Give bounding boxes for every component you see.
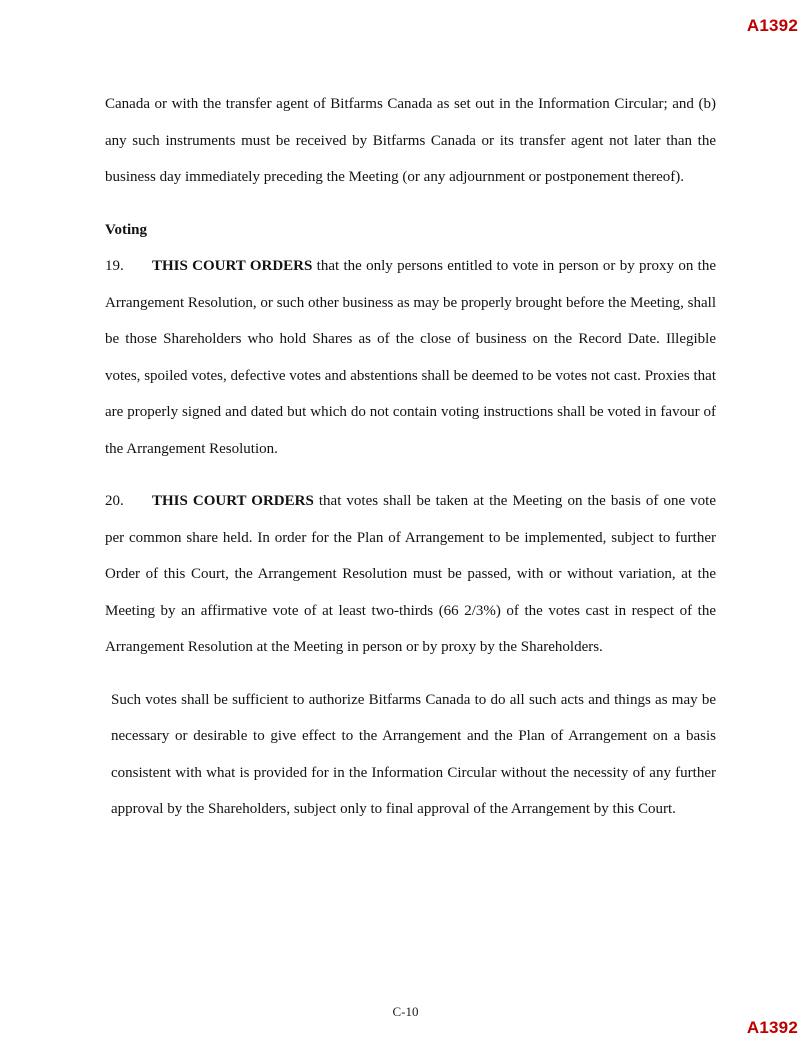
paragraph-19 bbox=[105, 248, 716, 467]
paragraph-19-court-orders-lead: THIS COURT ORDERS bbox=[152, 258, 313, 274]
bates-stamp-bottom: A1392 bbox=[746, 1018, 798, 1037]
paragraph-closing: Such votes shall be sufficient to authorize Bitfarms Canada to do all such acts and things as may be necessary or desirable to give effect to the Arrangement and the Plan of Arrangement on a basis consistent with what is provided for in the Information Circular without the necessity of any further approval by the Shareholders, subject only to final approval of the Arrangement by this Court. bbox=[111, 691, 716, 817]
paragraph-20-court-orders-lead: THIS COURT ORDERS bbox=[152, 493, 314, 509]
document-body bbox=[105, 86, 716, 828]
paragraph-20-number: 20. bbox=[105, 493, 124, 509]
paragraph-20-text: that votes shall be taken at the Meeting on the basis of one vote per common share held. In order for the Plan of Arrangement to be implemented, subject to further Order of this Court, the Arrangement Resolution must be passed, with or without variation, at the Meeting by an affirmative vote of at least two-thirds (66 2/3%) of the votes cast in respect of the Arrangement Resolution at the Meeting in person or by proxy by the Shareholders. bbox=[105, 493, 716, 655]
paragraph-19-number: 19. bbox=[105, 258, 124, 274]
paragraph-intro: Canada or with the transfer agent of Bitfarms Canada as set out in the Information Circular; and (b) any such instruments must be received by Bitfarms Canada or its transfer agent not later than the business day immediately preceding the Meeting (or any adjournment or postponement thereof). bbox=[105, 96, 716, 185]
bates-stamp-top: A1392 bbox=[746, 16, 798, 35]
paragraph-19-text: that the only persons entitled to vote in person or by proxy on the Arrangement Resolution, or such other business as may be properly brought before the Meeting, shall be those Shareholders who hold Shares as of the close of business on the Record Date. Illegible votes, spoiled votes, defective votes and abstentions shall be deemed to be votes not cast. Proxies that are properly signed and dated but which do not contain voting instructions shall be voted in favour of the Arrangement Resolution. bbox=[105, 258, 716, 457]
paragraph-20 bbox=[105, 483, 716, 666]
page-number: C-10 bbox=[392, 1004, 419, 1019]
section-heading-voting: Voting bbox=[105, 221, 147, 238]
